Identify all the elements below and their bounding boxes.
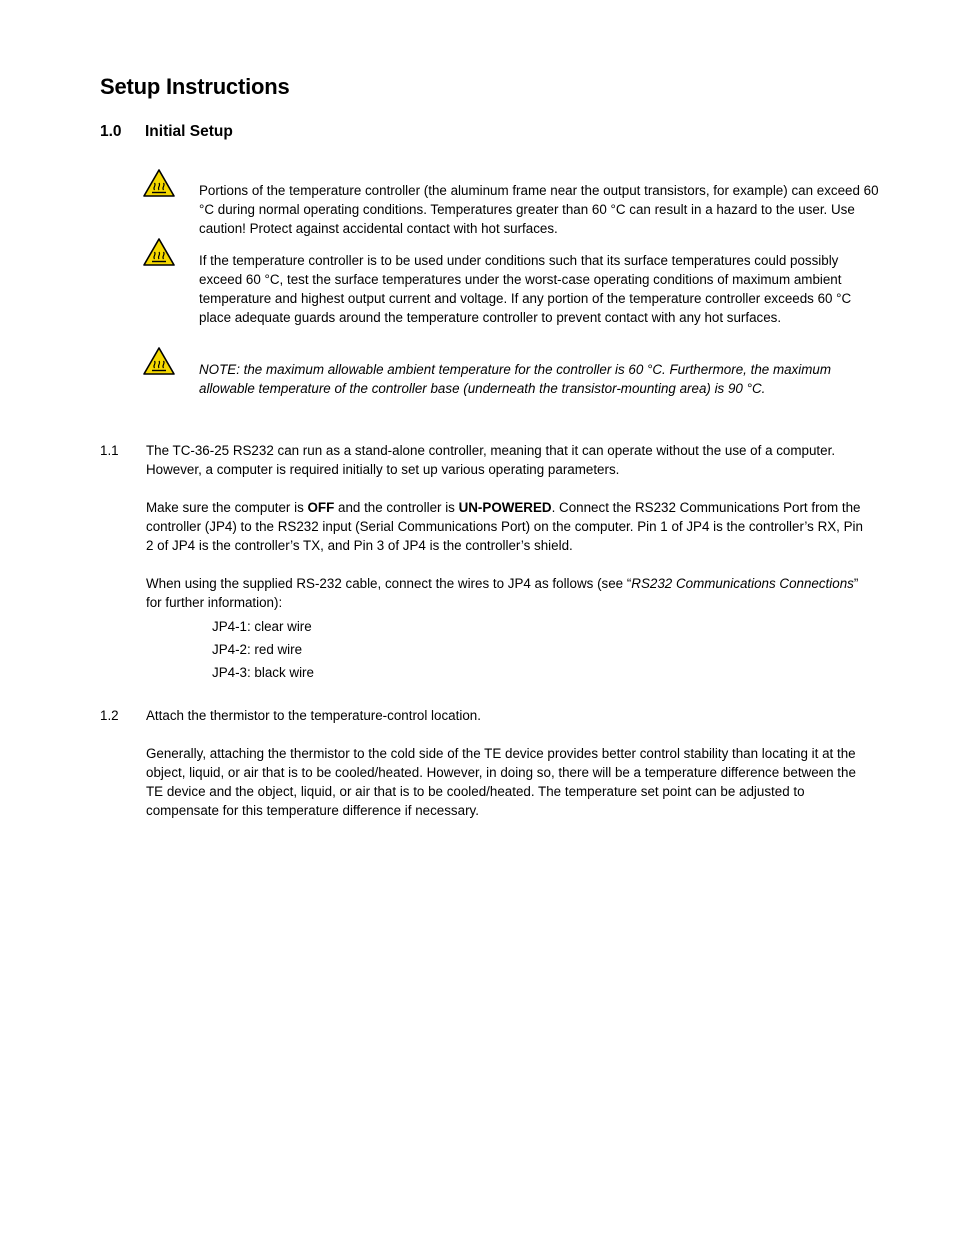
hot-surface-warning-icon bbox=[142, 168, 176, 198]
page-title: Setup Instructions bbox=[100, 74, 290, 99]
step-1-2-text: Attach the thermistor to the temperature-control location. bbox=[146, 708, 481, 723]
step-1-2-detail: Generally, attaching the thermistor to the cold side of the TE device provides better control stability than locating it at the object, liquid, or air that is to be cooled/heated. However, in doing so, there will be a temperature difference between the TE device and the object, liquid, or air that is to be cooled/heated. The temperature set point can be adjusted to compensate for this temperature difference if necessary. bbox=[146, 746, 856, 818]
section-heading bbox=[100, 123, 233, 141]
cross-reference: RS232 Communications Connections bbox=[631, 576, 854, 591]
off-emphasis: OFF bbox=[307, 500, 335, 515]
step-1-1-connection-para: Make sure the computer is OFF and the controller is UN-POWERED. Connect the RS232 Communications Port from the controller (JP4) to the RS232 input (Serial Communications Port) on the computer. Pin 1 of JP4 is the controller’s RX, Pin 2 of JP4 is the controller’s TX, and Pin 3 of JP4 is the controller’s shield. bbox=[146, 500, 863, 553]
step-1-1-cable-para: When using the supplied RS-232 cable, connect the wires to JP4 as follows (see “RS232 Communications Connections” for further information): bbox=[146, 576, 859, 610]
step-number-1-2: 1.2 bbox=[100, 708, 119, 723]
warning-text-1: Portions of the temperature controller (the aluminum frame near the output transistors, for example) can exceed 60 °C during normal operating conditions. Temperatures greater than 60 °C can result in a hazard to the user. Use caution! Protect against accidental contact with hot surfaces. bbox=[199, 183, 879, 236]
hot-surface-warning-icon bbox=[142, 237, 176, 267]
warning-text-2: If the temperature controller is to be used under conditions such that its surface temperatures could possibly exceed 60 °C, test the surface temperatures under the worst-case operating conditions of maximum ambient temperature and highest output current and voltage. If any portion of the temperature controller exceeds 60 °C place adequate guards around the temperature controller to prevent contact with any hot surfaces. bbox=[199, 253, 852, 325]
unpowered-emphasis: UN-POWERED bbox=[458, 500, 552, 515]
step-1-1-text: The TC-36-25 RS232 can run as a stand-alone controller, meaning that it can operate without the use of a computer. However, a computer is required initially to set up various operating parameters. bbox=[146, 443, 836, 477]
wire-item: JP4-3: black wire bbox=[212, 665, 314, 680]
hot-surface-warning-icon bbox=[142, 346, 176, 376]
section-title: Initial Setup bbox=[145, 123, 233, 140]
section-number: 1.0 bbox=[100, 123, 122, 140]
step-number-1-1: 1.1 bbox=[100, 443, 119, 458]
wire-item: JP4-1: clear wire bbox=[212, 619, 312, 634]
wire-item: JP4-2: red wire bbox=[212, 642, 303, 657]
note-text: NOTE: the maximum allowable ambient temperature for the controller is 60 °C. Furthermore, the maximum allowable temperature of the controller base (underneath the transistor-mounting area) is 90 °C. bbox=[199, 362, 831, 396]
